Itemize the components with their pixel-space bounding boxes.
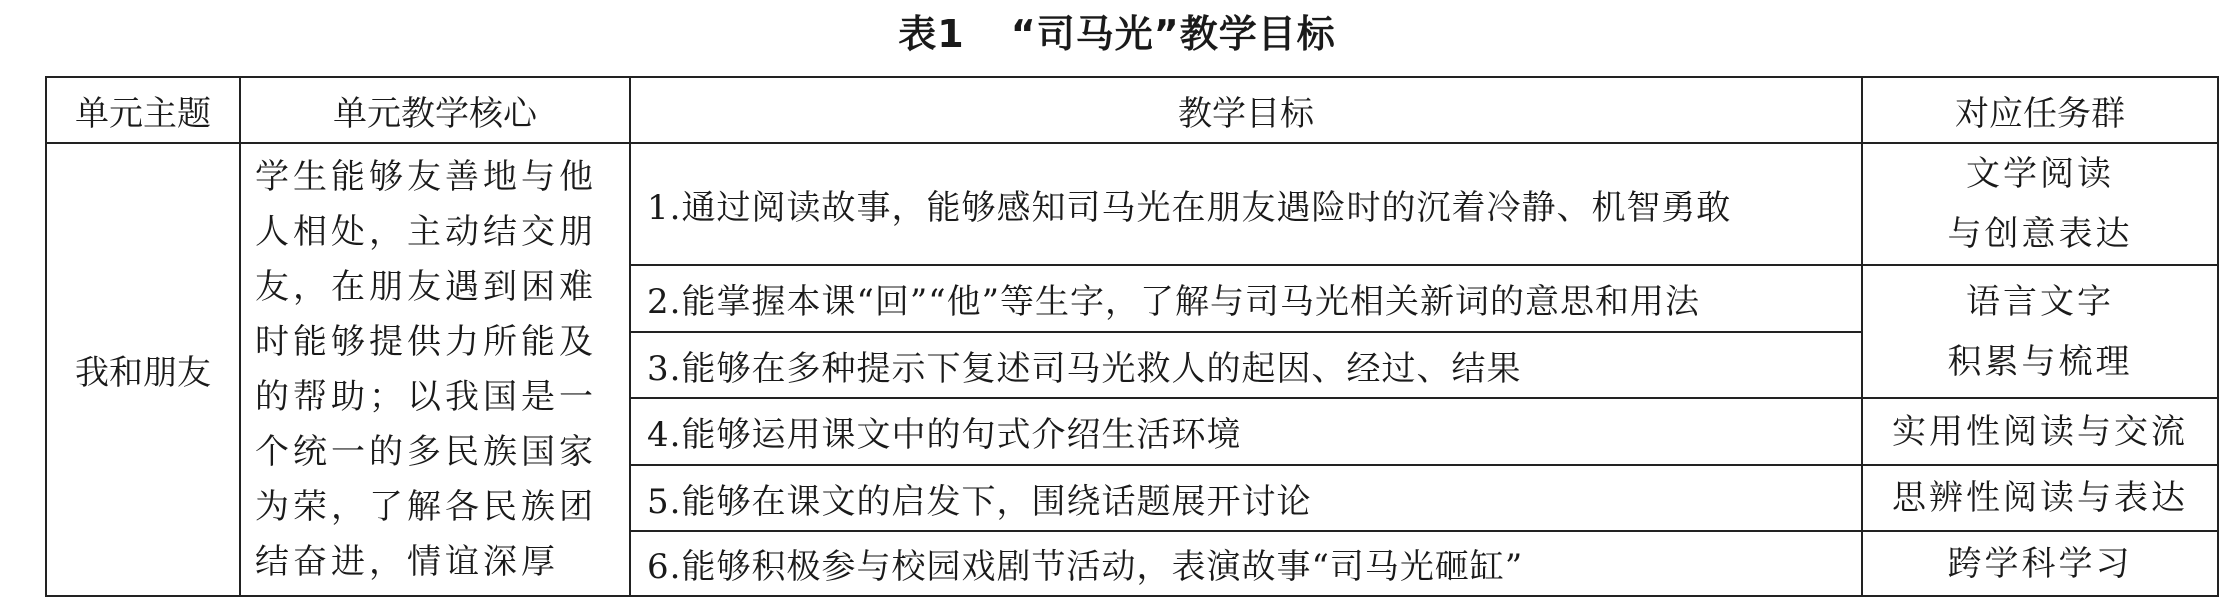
header-teaching-goals: 教学目标 [630,77,1862,143]
task-group-line: 跨学科学习 [1947,543,2133,584]
task-group-line: 积累与梳理 [1947,341,2133,382]
table-title: “司马光”教学目标 [1010,12,1336,56]
task-group-practical-reading [1862,398,2218,465]
task-group-line: 思辨性阅读与表达 [1892,478,2188,518]
goal-item-6: 6.能够积极参与校园戏剧节活动，表演故事“司马光砸缸” [630,531,1862,596]
unit-core-cell: 学生能够友善地与他人相处，主动结交朋友，在朋友遇到困难时能够提供力所能及的帮助；以我国是一个统一的多民族国家为荣，了解各民族团结奋进，情谊深厚 [240,143,630,596]
goal-item-5: 5.能够在课文的启发下，围绕话题展开讨论 [630,465,1862,531]
task-group-literary-reading [1862,143,2218,265]
header-task-groups: 对应任务群 [1862,77,2218,143]
teaching-goals-table [45,76,2219,597]
task-group-line: 语言文字 [1966,281,2114,322]
task-group-line: 实用性阅读与交流 [1892,411,2188,452]
goal-item-1: 1.通过阅读故事，能够感知司马光在朋友遇险时的沉着冷静、机智勇敢 [630,143,1862,265]
goal-item-2: 2.能掌握本课“回”“他”等生字，了解与司马光相关新词的意思和用法 [630,265,1862,332]
task-group-interdisciplinary [1862,531,2218,596]
unit-theme-cell: 我和朋友 [46,143,240,596]
table-row [46,143,2218,265]
task-group-line: 与创意表达 [1947,214,2133,254]
table-number: 表1 [898,12,965,56]
task-group-language [1862,265,2218,398]
header-unit-theme: 单元主题 [46,77,240,143]
table-header-row [46,77,2218,143]
header-unit-core: 单元教学核心 [240,77,630,143]
goal-item-3: 3.能够在多种提示下复述司马光救人的起因、经过、结果 [630,332,1862,398]
goal-item-4: 4.能够运用课文中的句式介绍生活环境 [630,398,1862,465]
table-caption [0,6,2234,62]
task-group-critical-reading [1862,465,2218,531]
task-group-line: 文学阅读 [1966,154,2114,194]
